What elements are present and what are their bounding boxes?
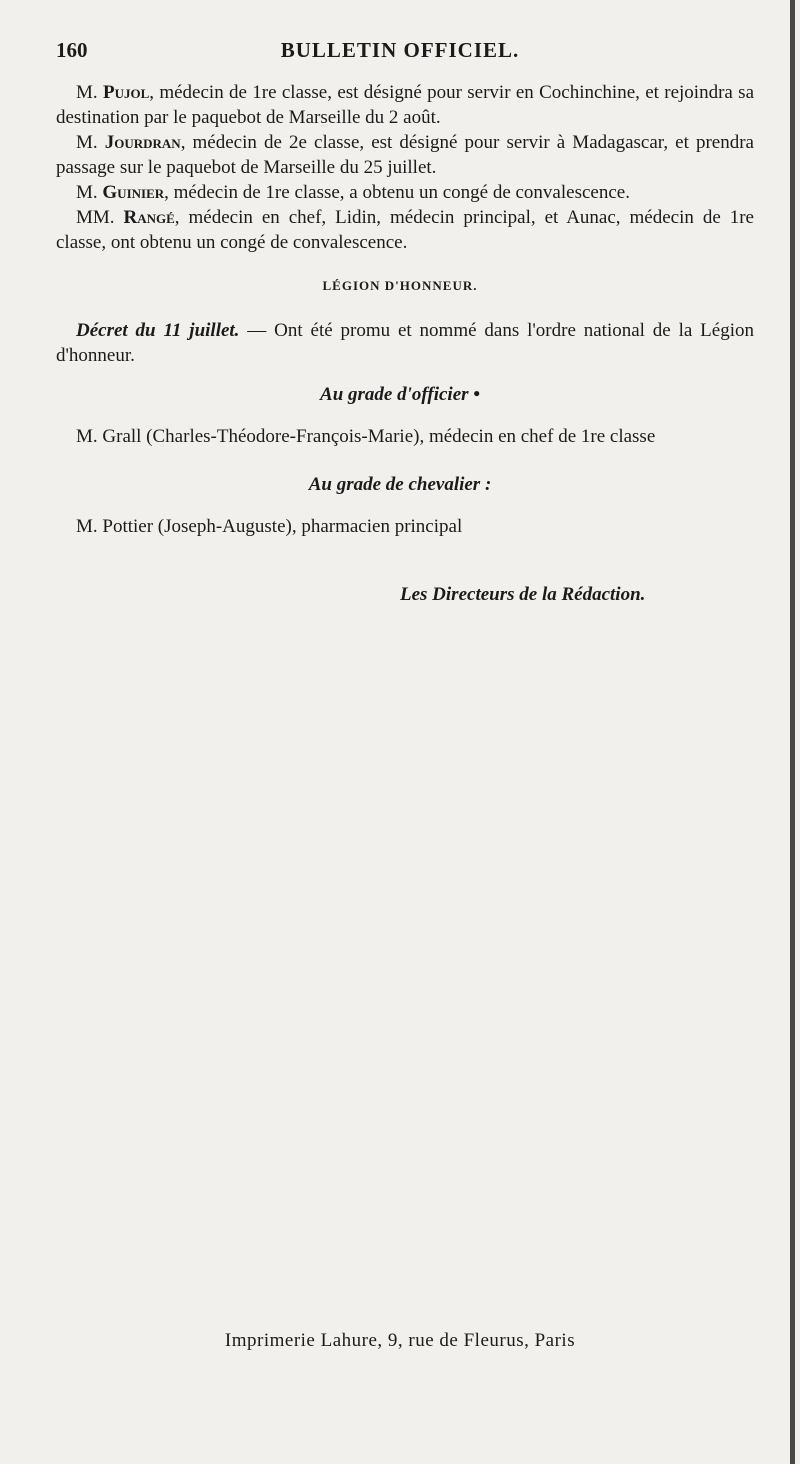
signature: Les Directeurs de la Rédaction. [400, 584, 646, 605]
appointments-text [56, 80, 754, 255]
page-number: 160 [56, 38, 88, 62]
paragraph-jourdran: M. Jourdran, médecin de 2e classe, est désigné pour servir à Madagascar, et prendra passage sur le paquebot de Marseille du 25 juillet. [56, 132, 754, 178]
paragraph-range: MM. Rangé, médecin en chef, Lidin, médecin principal, et Aunac, médecin de 1re classe, ont obtenu un congé de convalescence. [56, 207, 754, 253]
paragraph-pujol: M. Pujol, médecin de 1re classe, est désigné pour servir en Cochinchine, et rejoindra sa destination par le paquebot de Marseille du 2 août. [56, 82, 754, 128]
knight-heading: Au grade de chevalier : [308, 474, 492, 495]
officer-line: M. Grall (Charles-Théodore-François-Marie), médecin en chef de 1re classe [76, 426, 656, 447]
page-edge-rule [790, 0, 795, 1464]
decree-text: — Ont été promu et nommé dans l'ordre national de la Légion d'honneur. [56, 320, 754, 366]
decree-label: Décret du 11 juillet. [76, 320, 240, 341]
officer-heading: Au grade d'officier • [320, 384, 480, 405]
printer-footer: Imprimerie Lahure, 9, rue de Fleurus, Paris [224, 1330, 576, 1351]
running-title: BULLETIN OFFICIEL. [280, 38, 520, 62]
page-header [56, 38, 744, 68]
paragraph-guinier: M. Guinier, médecin de 1re classe, a obtenu un congé de convalescence. [76, 182, 630, 203]
knight-line: M. Pottier (Joseph-Auguste), pharmacien principal [76, 516, 463, 537]
decree-paragraph [56, 318, 754, 368]
section-title: LÉGION D'HONNEUR. [322, 278, 478, 293]
